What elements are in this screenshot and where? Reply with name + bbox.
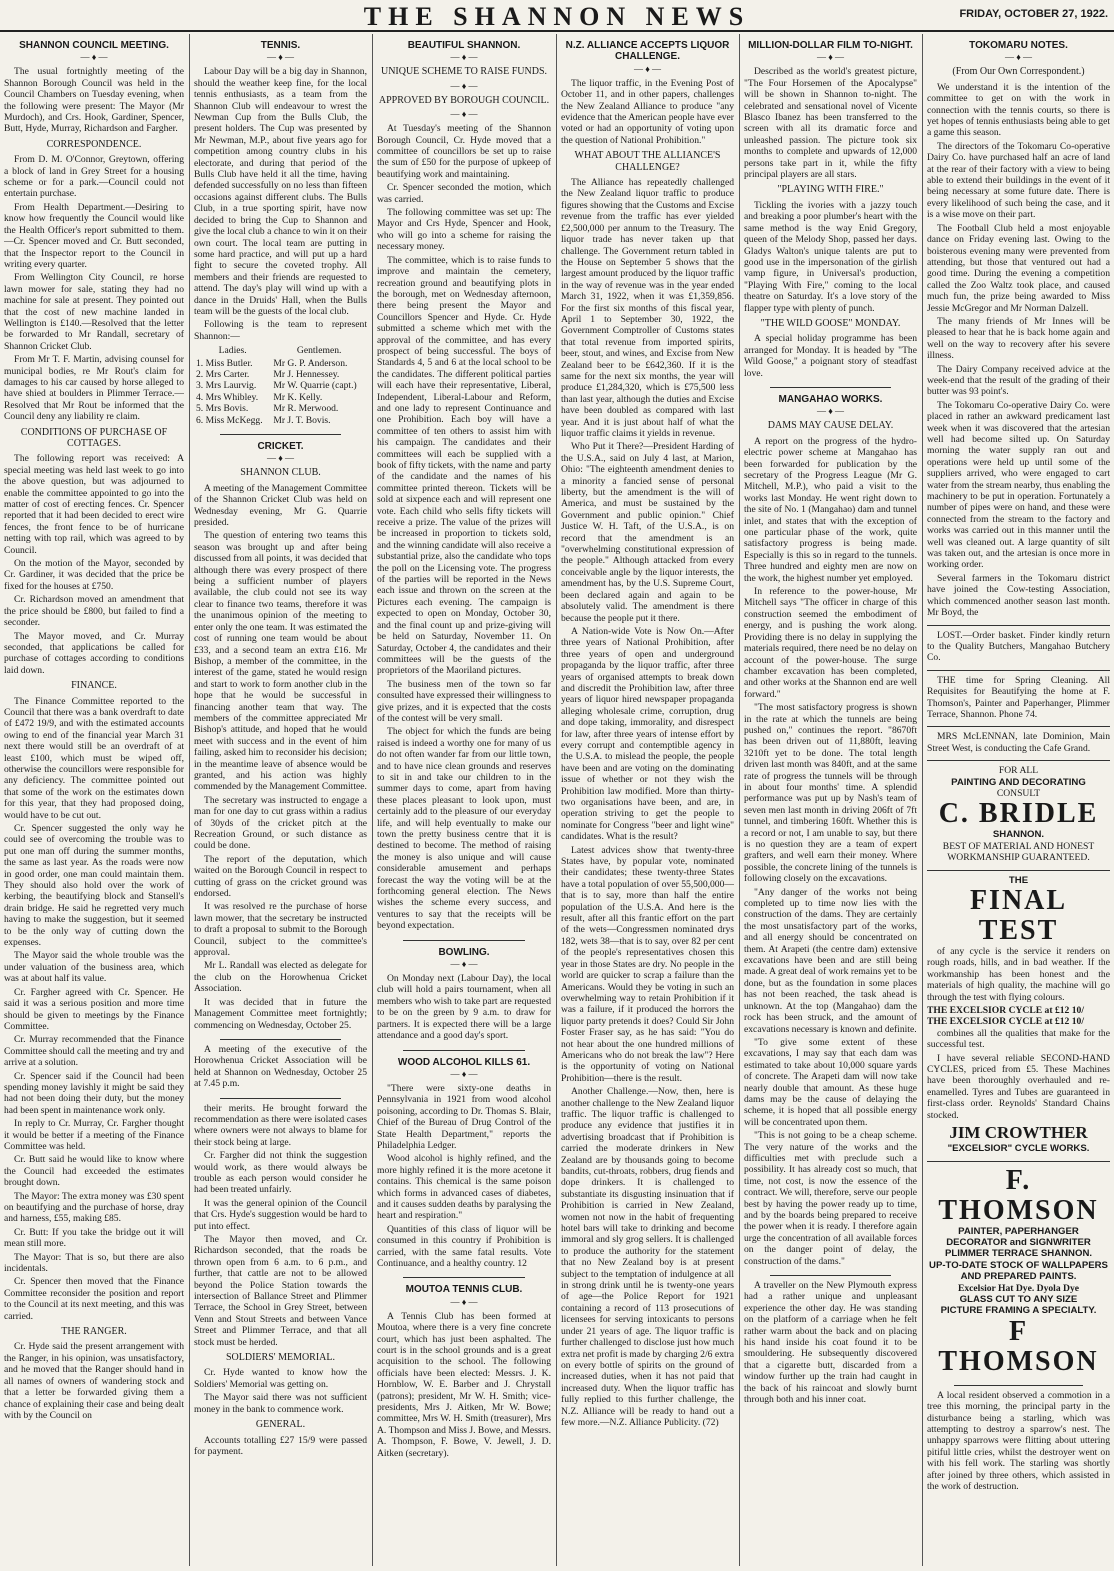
lady-player: 4. Mrs Whibley. — [196, 391, 259, 403]
advert-bridle — [927, 760, 1110, 863]
paragraph: The report of the deputation, which waited on the Borough Council in respect to cutting of grass on the cricket ground was endorsed. — [194, 853, 367, 900]
headline: BEAUTIFUL SHANNON. — [407, 40, 521, 51]
column-rule — [189, 34, 190, 1566]
paragraph: "This is not going to be a cheap scheme. The very nature of the works and the difficulties met with preclude such a possibility. It has already cost so much, that time, not cost, is now the essence of the contract. We will, therefore, serve our people best by having the power ready up to time, and by the boards being prepared to receive the power when it is ready. I therefore again urge the concentration of all available forces on the danger point of delay, the construction of the dams." — [744, 1130, 917, 1267]
lady-player: 6. Miss McKegg. — [196, 414, 263, 426]
ornament: — ♦ — — [450, 1068, 478, 1079]
paragraph: A meeting of the executive of the Horowhenua Cricket Association will be held at Shannon on Wednesday, October 25 at 7.45 p.m. — [194, 1043, 367, 1090]
paragraph: Cr. Spencer then moved that the Finance Committee reconsider the position and report to the Council at its next meeting, and this was carried. — [4, 1276, 184, 1322]
paragraph: The Dairy Company received advice at the week-end that the result of the grading of their butter was 93 point's. — [927, 363, 1110, 398]
paragraph: It was resolved re the purchase of horse lawn mower, that the secretary be instructed to draft a proposal to submit to the Borough Council, subject to the committee's approval. — [194, 901, 367, 959]
paragraph: "There were sixty-one deaths in Pennsylvania in 1921 from wood alcohol poisoning, according to Dr. Thomas S. Blair, Chief of the Bureau of Drug Control of the State Health Department," reports the Philadelphia Ledger. — [377, 1082, 551, 1151]
gentleman-player: Mr W. Quarrie (capt.) — [273, 380, 357, 392]
paragraph: A local resident observed a commotion in a tree this morning, the principal party in the disturbance being a starling, which was attempting to destroy a sparrow's nest. The unhappy sparrows were flitting about uttering pitiful little cries, whilst the destroyer went on with his fell work. The starling was shortly after joined by three others, which assisted in the work of destruction. — [927, 1389, 1110, 1492]
subheading: SOLDIERS' MEMORIAL. — [225, 1352, 336, 1364]
advert-text: THE time for Spring Cleaning. All Requisites for Beautifying the home at F. Thomson's, Painter and Paperhanger, Plimmer Terrace, Shannon. Phone 74. — [927, 674, 1110, 720]
advert-cafe-grand — [927, 726, 1110, 754]
advert-line: GLASS CUT TO ANY SIZE — [959, 1293, 1078, 1305]
paragraph: From Mr T. F. Martin, advising counsel for municipal bodies, re Mr Rout's claim for damages to his car caused by horse alleged to have shied at boulders in Plimmer Terrace.—Resolved that Mr Rout be informed that the Council deny any liability re claim. — [4, 354, 184, 423]
gentleman-player: Mr J. Hennessey. — [273, 368, 340, 380]
headline: BOWLING. — [438, 946, 490, 958]
advert-number: 12 — [517, 1258, 527, 1269]
lady-player: 1. Miss Butler. — [196, 357, 253, 369]
team-row — [194, 369, 367, 380]
advert-line: PAINTING AND DECORATING — [951, 776, 1086, 788]
advert-number: (72) — [702, 1416, 719, 1428]
advert-line: PLIMMER TERRACE SHANNON. — [944, 1248, 1093, 1260]
paragraph: Cr. Spencer seconded the motion, which was carried. — [377, 182, 551, 205]
headline: MILLION-DOLLAR FILM TO-NIGHT. — [748, 40, 913, 51]
advert-name: JIM CROWTHER — [949, 1123, 1088, 1143]
gentleman-player: Mr J. T. Bovis. — [273, 414, 331, 426]
divider — [403, 1050, 525, 1051]
paragraph: "Any danger of the works not being completed up to time now lies with the construction of the dams. They are certainly the most unsatisfactory part of the works, and all energy should be concentrated on them. At Arapeti (the centre dam) extensive excavations have been and are still being made. A great deal of work remains yet to be done, but as the foundation in some places has not been reached, the task ahead is unknown. At the top (Mangahao) dam the rock has been struck, and the amount of excavations necessary is known and definite. — [744, 886, 917, 1035]
subheading: APPROVED BY BOROUGH COUNCIL. — [378, 94, 550, 106]
paragraph: Cr. Spencer said if the Council had been spending money lavishly it might be said they had not been doing their duty, but the money had been spent in maintenance work only. — [4, 1070, 184, 1116]
subheading: SHANNON CLUB. — [240, 467, 321, 479]
paragraph: The following committee was set up: The Mayor and Crs Hyde, Spencer and Hook, who will go into a scheme for raising the necessary money. — [377, 207, 551, 253]
advert-line: FOR ALL — [998, 765, 1039, 777]
team-row — [194, 415, 367, 426]
paragraph: From Wellington City Council, re horse lawn mower for sale, stating they had no machine for sale at present. They pointed out that the cost of new machine landed in Wellington is £140.—Resolved that the letter be forwarded to Mr Randall, secretary of Shannon Cricket Club. — [4, 272, 184, 352]
paragraph — [561, 1086, 734, 1428]
paragraph: The question of entering two teams this season was brought up and after being discussed from all points, it was decided that although there was every prospect of there being a sufficient number of players available, the club could not see its way clear to finance two teams, therefore it was the unanimous opinion of the meeting to enter only the one team. It was estimated the cost of running one team would be about £33, and a second team an extra £16. Mr Bishop, a member of the committee, in the interest of the game, stated he would resign and start to work to form another club in the hope that he would be successful in financing another team that way. The members of the committee appreciated Mr Bishop's attitude, and hoped that he would meet with success and in the event of him failing, asked him to reconsider his decision; in the meantime leave of absence would be granted, and his action was highly commended by the Management Committee. — [194, 530, 367, 793]
ornament: — ♦ — — [450, 1296, 478, 1307]
paragraph: Cr. Butt said he would like to know where the Council had exceeded the estimates brought down. — [4, 1154, 184, 1189]
subheading: FINANCE. — [71, 680, 117, 692]
gentleman-player: Mr R. Merwood. — [273, 403, 339, 415]
paragraph: A Tennis Club has been formed at Moutoa, where there is a very fine concrete court, which has just been asphalted. The court is in the school grounds and is a great acquisition to the school. The following officials have been elected: Messrs. J. K. Hornblow, W. E. Barber and J. Chrystall (patrons); president, Mr W. H. Smith; vice-presidents, Mrs J. Aitken, Mr W. Bowe; committee, Mrs W. H. Smith (treasurer), Mrs A. Thompson and Miss J. Bowe, and Messrs. A. Thompson, F. Bowe, V. Jewell, J. D. Aitken (secretary). — [377, 1310, 551, 1459]
advert-text: MRS McLENNAN, late Dominion, Main Street West, is conducting the Cafe Grand. — [927, 731, 1110, 754]
ornament: — ♦ — — [1004, 52, 1033, 63]
ornament: — ♦ — — [633, 63, 662, 74]
divider — [220, 1039, 341, 1040]
paragraph: On Monday next (Labour Day), the local club will hold a pairs tournament, when all members who wish to take part are requested to be on the green by 9 a.m. to draw for partners. It is expected there will be a large attendance and a good day's sport. — [377, 973, 551, 1042]
paragraph: The committee, which is to raise funds to improve and maintain the cemetery, recreation ground and beautifying plots in the borough, met on Wednesday afternoon, there being present the Mayor and Councillors Spencer and Hyde. Cr. Hyde submitted a scheme which met with the approval of the committee, and has every prospect of being successful. The boys of Standards 4, 5 and 6 at the local school to be the candidates. The different political parties will each have their representative, Liberal, Independent, Liberal-Labour and Reform, and one lady to represent Continuance and one Prohibition. Each boy will have a committee of ten others to assist him with his campaign. The candidates and their committees will each be supplied with a book of fifty tickets, with the name and party of the candidate and the names of his committee printed thereon. Tickets will be sold at sixpence each and will represent one vote. Each child who sells fifty tickets will receive a prize. The value of the prizes will be increased in proportion to tickets sold, and the winning candidate will also receive a substantial prize, also the candidate who tops the poll on the Licensing vote. The progress of the parties will be reported in the News each issue and thrown on the screen at the Pictures each evening. The campaign is expected to open on Monday, October 30, and the final count up and prize-giving will be held on Saturday, November 11. On Saturday, October 4, the candidates and their committees will be the guests of the proprietors of the Maoriland pictures. — [377, 254, 551, 677]
subheading: WHAT ABOUT THE ALLIANCE'S CHALLENGE? — [574, 150, 721, 173]
paragraph: The directors of the Tokomaru Co-operative Dairy Co. have purchased half an acre of land at the rear of their factory with a view to being able to extend their buildings in the event of it being necessary at some future date. There is every likelihood of such being the case, and it is a wise move on their part. — [927, 140, 1110, 221]
advert-line: UP-TO-DATE STOCK OF WALLPAPERS AND PREPARED PAINTS. — [929, 1259, 1108, 1283]
paragraph: In reply to Cr. Murray, Cr. Fargher thought it would be better if a meeting of the Finance Committee was held. — [4, 1118, 184, 1152]
team-row — [194, 380, 367, 391]
paragraph: Cr. Hyde wanted to know how the Soldiers' Memorial was getting on. — [194, 1367, 367, 1390]
headline: N.Z. ALLIANCE ACCEPTS LIQUOR CHALLENGE. — [565, 40, 730, 63]
paragraph: Wood alcohol is highly refined, and the more highly refined it is the more acetone it contains. This chemical is the same poison which forms in advanced cases of diabetes, and it causes sudden deaths by paralysing the heart and respiration." — [377, 1153, 551, 1222]
paragraph-text: Quantities of this class of liquor will be consumed in this country if Prohibition is carried, with the same fatal results. Vote Continuance, and a healthy country. — [377, 1223, 551, 1269]
paragraph: A special holiday programme has been arranged for Monday. It is headed by "The Wild Goose," a poignant story of steadfast love. — [744, 333, 917, 379]
paragraph: "To give some extent of these excavations, I may say that each dam was estimated to take about 10,000 square yards of concrete. The Arapeti dam will now take nearly double that amount. As these huge dams may be the cause of delaying the scheme, it is hoped that all possible energy will be concentrated upon them. — [744, 1036, 917, 1128]
paragraph: Cr. Fargher agreed with Cr. Spencer. He said it was a serious position and more time should be given to meetings by the Finance Committee. — [4, 986, 184, 1032]
team-list — [194, 344, 367, 426]
masthead — [0, 0, 1114, 32]
advert-text: combines all the qualities that make for the successful test. — [927, 1027, 1110, 1051]
paragraph: Cr. Murray recommended that the Finance Committee should call the meeting and try and arrive at a solution. — [4, 1034, 184, 1069]
paragraph: The Finance Committee reported to the Council that there was a bank overdraft to date of £472 19/9, and with the estimated accounts owing to end of the financial year March 31 next there would still be an overdraft of at least £100, which must be wiped off, otherwise the councillors were responsible for any deficiency. The committee pointed out that some of the work on the estimates down for this year, that they had proposed doing, would have to be cut out. — [4, 695, 184, 821]
advert-thomson — [927, 1161, 1110, 1377]
headline: SHANNON COUNCIL MEETING. — [19, 40, 169, 51]
ornament: — ♦ — — [450, 959, 478, 970]
advert-text: I have several reliable SECOND-HAND CYCLES, priced from £5. These Machines have been thoroughly overhauled and re-enamelled. Tyres and Tubes are guaranteed in first-class order. Reynolds' Standard Chains stocked. — [927, 1052, 1110, 1121]
headline: MOUTOA TENNIS CLUB. — [405, 1284, 523, 1296]
advert-line: "EXCELSIOR" CYCLE WORKS. — [947, 1143, 1090, 1155]
lady-player: 5. Mrs Bovis. — [196, 403, 249, 415]
team-row — [194, 358, 367, 369]
advert-line: CONSULT — [996, 787, 1041, 799]
team-row — [194, 392, 367, 403]
paragraph: At Tuesday's meeting of the Shannon Borough Council, Cr. Hyde moved that a committee of councillors be set up to raise the sum of £50 for the purpose of upkeep of beautifying work and maintaining. — [377, 123, 551, 180]
column-rule — [739, 34, 740, 1566]
paragraph — [377, 1224, 551, 1270]
headline: CRICKET. — [257, 441, 304, 452]
column-council-meeting — [4, 34, 184, 1566]
ornament: — ♦ — — [450, 52, 478, 63]
ornament: — ♦ — — [266, 453, 295, 464]
team-column-header: Gentlemen. — [296, 345, 342, 357]
newspaper-title: THE SHANNON NEWS — [363, 2, 751, 31]
issue-date: FRIDAY, OCTOBER 27, 1922. — [959, 8, 1108, 20]
paragraph: Mr L. Randall was elected as delegate for the club on the Horowhenua Cricket Association. — [194, 960, 367, 995]
paragraph: The Mayor then moved, and Cr. Richardson seconded, that the roads be thrown open from 6 a.m. to 6 p.m., and further, that cattle are not to be allowed beyond the Police Station towards the intersection of Ballance Street and Plimmer Terrace, the School in Grey Street, between Venn and Stout Streets and between Vance Street and Plimmer Terrace, and that all stock must be herded. — [194, 1234, 367, 1348]
column-beautiful-shannon — [377, 34, 551, 1566]
column-tennis-cricket — [194, 34, 367, 1566]
headline: TENNIS. — [260, 40, 301, 51]
paragraph: We understand it is the intention of the committee to get on with the work in connection with the tennis courts, so there is yet hopes of tennis enthusiasts being able to get a game this season. — [927, 81, 1110, 139]
advert-line: SHANNON. — [992, 829, 1045, 841]
lady-player: 3. Mrs Laurvig. — [196, 380, 257, 392]
ornament: — ♦ — — [266, 52, 295, 63]
advert-spring-cleaning — [927, 670, 1110, 721]
headline: TOKOMARU NOTES. — [969, 40, 1068, 51]
advert-line: PICTURE FRAMING A SPECIALTY. — [940, 1305, 1097, 1317]
headline: MANGAHAO WORKS. — [778, 393, 883, 405]
advert-lost — [927, 625, 1110, 664]
column-rule — [922, 34, 923, 1566]
gentleman-player: Mr G. P. Anderson. — [273, 357, 348, 369]
paragraph: From Health Department.—Desiring to know how frequently the Council would like the Health Officer's report submitted to them.—Cr. Spencer moved and Cr. Butt seconded, that the Inspector report to the Council in writing every quarter. — [4, 201, 184, 270]
subheading: "THE WILD GOOSE" MONDAY. — [760, 317, 901, 329]
paragraph: Described as the world's greatest picture, "The Four Horsemen of the Apocalypse" will be shown in Shannon to-night. The celebrated and sensational novel of Vicente Blasco Ibanez has been transferred to the screen with all its dramatic force and unleashed passion. The picture took six months to complete and upwards of 12,000 persons take part in it, while the fifty principal players are all stars. — [744, 66, 917, 181]
advert-name: FINAL TEST — [969, 885, 1068, 946]
paragraph: Following is the team to represent Shannon:— — [194, 319, 367, 342]
paragraph: Accounts totalling £27 15/9 were passed for payment. — [194, 1434, 367, 1457]
ornament: — ♦ — — [80, 52, 108, 63]
paragraph: The Mayor: The extra money was £30 spent on beautifying and the purchase of horse, dray and harness, £55, making £85. — [4, 1190, 184, 1225]
subheading: CONDITIONS OF PURCHASE OF COTTAGES. — [20, 426, 168, 449]
paragraph: Latest advices show that twenty-three States have, by popular vote, nominated their candidates; these twenty-three States have a total population of over 55,500,000—that is to say, more than half the entire population of the U.S.A. And here is the result, after all this frantic effort on the part of the wets—Congressmen nominated drys 182, wets 38—that is to say, over 82 per cent of the people's representatives chosen this year in those States are dry. No people in the world are quicker to scrap a failure than the Americans. Would they be voting in such an overwhelming way to retain Prohibition if it was a failure, if it produced the horrors the liquor party pretends it does? Could Sir John Foster Fraser say, as he has said: "You do not hear about the one hundred millions of Americans who do not break the law"? Here is the opportunity of voting on National Prohibition—there is the result. — [561, 844, 734, 1084]
paragraph: The following report was received: A special meeting was held last week to go into the above question, but was adjourned to enable the committee appointed to go into the matter of cost of erecting fences. Cr. Spencer reported that it had been decided to erect wire fences, the front fence to be of hurricane netting with top rail, which was agreed to by Council. — [4, 453, 184, 556]
paragraph: A report on the progress of the hydro-electric power scheme at Mangahao has been forwarded for publication by the secretary of the Progress League (Mr G. Mitchell, M.P.), who paid a visit to the works last Monday. He went right down to the site of No. 1 (Mangahao) dam and tunnel inlet, and states that with the exception of one particular phase of the work, quite satisfactory progress is being made. Especially is this so in regard to the tunnels. Three hundred and eighty men are now on the work, the highest number yet employed. — [744, 435, 917, 584]
paragraph: From D. M. O'Connor, Greytown, offering a block of land in Grey Street for a housing scheme or for a park.—Council could not entertain purchase. — [4, 154, 184, 200]
paragraph: The Mayor said there was not sufficient money in the bank to commence work. — [194, 1392, 367, 1415]
paragraph: Cr. Spencer suggested the only way he could see of overcoming the trouble was to put one man off during the summer months, the same as last year. As the roads were now in good order, one man could maintain them. They should also hold over the work of kerbing, the beautifying block and Stansell's drain bridge. He said he regretted very much having to make the suggestion, but it seemed to be the only way of cutting down the expenses. — [4, 823, 184, 949]
column-alliance — [561, 34, 734, 1566]
divider — [403, 1277, 525, 1278]
divider — [770, 1275, 891, 1276]
paragraph: Cr. Richardson moved an amendment that the price should be £800, but failed to find a seconder. — [4, 594, 184, 629]
paragraph: Labour Day will be a big day in Shannon, should the weather keep fine, for the local tennis enthusiasts, as a team from the Shannon Club will endeavour to wrest the Newman Cup from the Bulls Club, the present holders. The Cup was presented by Mr Newman, M.P., about five years ago for competition among country clubs in his electorate, and during that period of the Bulls Club have held it all the time, having defended successfully on no less than fifteen occasions against different clubs. The Bulls Club, in a true sporting spirit, have now decided to bring the Cup to Shannon and give the local club a chance to win it on their own court. The local team are putting in some hard practice, and will put up a hard fight to secure the coveted trophy. All members and their friends are requested to attend. The day's play will wind up with a dance in the Druids' Hall, when the Bulls team will be the guests of the local club. — [194, 66, 367, 317]
advert-name: C. BRIDLE — [938, 798, 1099, 830]
paragraph: A traveller on the New Plymouth express had a rather unique and unpleasant experience the other day. He was standing on the platform of a carriage when he felt rather warm about the back and on placing his hand inside his coat found it to be smouldering. He subsequently discovered that a cigarette butt, discarded from a window further up the train had caught in the back of his raincoat and slowly burnt through both and his inner coat. — [744, 1280, 917, 1406]
divider — [403, 940, 525, 941]
divider — [220, 1098, 341, 1099]
column-film-mangahao — [744, 34, 917, 1566]
column-rule — [372, 34, 373, 1566]
paragraph: their merits. He brought forward the recommendation as there were isolated cases where owners were not always to blame for their stock being at large. — [194, 1102, 367, 1148]
paragraph: The business men of the town so far consulted have expressed their willingness to give prizes, and it is expected that the costs of the contest will be very small. — [377, 678, 551, 724]
advert-text: LOST.—Order basket. Finder kindly return to the Quality Butchers, Mangahao Butchery Co. — [927, 629, 1110, 664]
team-column-header: Ladies. — [218, 345, 247, 357]
paragraph: In reference to the power-house, Mr Mitchell says "The officer in charge of this construction seemed the embodiment of energy, and is pushing the work along. Providing there is no delay in supplying the materials required, there need be no delay on account of the power-house. The surge chamber excavation has been completed, and other works at the Shannon end are well forward." — [744, 586, 917, 700]
paragraph: A Nation-wide Vote is Now On.—After three years of National Prohibition, after three years of open and underground propaganda by the liquor traffic, after three years of organised attempts to break down and discredit the Prohibition law, after three years of liquor hired newspaper propaganda alleging wholesale crime, corruption, drug and dope taking, immorality, and disrespect for law, after three years of intense effort by every corrupt and contemptible agency in the U.S.A. to mislead the people, the people have been and are voting on the dominating issue of whether or not they wish the Prohibition law modified. More than thirty-two organisations have been, and are, in operation striving to get the people to nominate for Congress "beer and light wine" candidates. What is the result? — [561, 625, 734, 843]
paragraph: The object for which the funds are being raised is indeed a worthy one for many of us do not often wander far from our little town, and to have nice clean grounds and reserves to sit in and take our children to in the summer days to come, apart from having these places pleasant to look upon, must certainly add to the pleasure of our everyday life, and will help eventually to make our town the pretty business centre that it is destined to become. The method of raising the money is also unique and will cause considerable amusement and perhaps forecast the way the voting will be at the forthcoming general election. The News wishes the scheme every success, and ventures to say that the receipts will be beyond expectation. — [377, 726, 551, 932]
subheading: CORRESPONDENCE. — [46, 138, 142, 150]
paragraph: The Tokomaru Co-operative Dairy Co. were placed in rather an awkward predicament last week when it was discovered that the artesian well had become silted up. On Saturday morning the water supply ran out and operations were held up until some of the suppliers arrived, who were engaged to cart water from the stream nearby, thus enabling the machinery to be put in operation. Fortunately a number of pipes were on hand, and these were connected from the stream to the factory and works was carried out in this manner until the well was cleaned out. A large quantity of silt was taken out, and the artesian is once more in working order. — [927, 399, 1110, 571]
paragraph: The secretary was instructed to engage a man for one day to cut grass within a radius of 30yds of the cricket pitch at the Recreation Ground, or such distance as could be done. — [194, 794, 367, 852]
paragraph: It was the general opinion of the Council that Crs. Hyde's suggestion would be hard to put into effect. — [194, 1197, 367, 1232]
advert-line: PAINTER, PAPERHANGER DECORATOR and SIGNWRITER — [946, 1225, 1091, 1248]
column-tokomaru-ads — [927, 34, 1110, 1566]
paragraph: The Mayor: That is so, but there are also incidentals. — [4, 1251, 184, 1275]
paragraph-text: Another Challenge.—Now, then, here is another challenge to the New Zealand liquor traffic. The liquor traffic is challenged to produce any evidence that justifies it in advertising broadcast that if Prohibition is carried the moderate drinkers in New Zealand are by thousands going to become bandits, cut-throats, robbers, drug fiends and dope drinkers. It is challenged to substantiate its disgusting insinuation that if Prohibition is carried in New Zealand, women not now in the habit of frequenting hotel bars will take to drinking and become immoral and sly grog sellers. It is challenged to produce the authority for the statement that no New Zealand boy is at present subject to the temptation of indulgence at all in strong drink until he is twenty-one years of age—the Police Report for 1921 containing a record of 113 prosecutions of licensees for serving intoxicants to persons under 21 years of age. The liquor traffic is further challenged to disclose just how much extra net profit is made by charging 2/6 extra on every bottle of spirits on the ground of increased duties, when it has not paid that increased duty. When the liquor traffic has fully replied to this further challenge, the N.Z. Alliance will be ready to hand out a few more.—N.Z. Alliance Publicity. — [561, 1086, 734, 1428]
paragraph: Tickling the ivories with a jazzy touch and breaking a poor plumber's heart with the same method is the way Enid Gregory, queen of the Melody Shop, passed her days. Gladys Walton's unique talents are put to good use in the impersonation of the girlish vamp figure, in Universal's production, "Playing With Fire," coming to the local theatre on Saturday. It's a love story of the flapper type with plenty of punch. — [744, 199, 917, 314]
ornament: — ♦ — — [816, 52, 845, 63]
ornament: — ♦ — — [450, 109, 478, 120]
paragraph: Cr. Fargher did not think the suggestion would work, as there would always be trouble as each person would consider he had been treated unfairly. — [194, 1150, 367, 1196]
advert-line: BEST OF MATERIAL AND HONEST WORKMANSHIP GUARANTEED. — [942, 840, 1095, 864]
divider — [220, 434, 341, 435]
subheading: UNIQUE SCHEME TO RAISE FUNDS. — [380, 66, 548, 78]
advert-final-test — [927, 870, 1110, 1155]
ornament: — ♦ — — [450, 80, 478, 91]
paragraph: The Football Club held a most enjoyable dance on Friday evening last. Owing to the boisterous evening many were prevented from attending, but those that ventured out had a good time. During the evening a competition called the Zoo Waltz took place, and caused much fun, the prize being awarded to Miss Jessie McGregor and Mr Norman Dalzell. — [927, 222, 1110, 314]
paragraph: The Mayor moved, and Cr. Murray seconded, that applications be called for purchase of cottages according to conditions laid down. — [4, 630, 184, 676]
lady-player: 2. Mrs Carter. — [196, 368, 250, 380]
paragraph: It was decided that in future the Management Committee meet fortnightly; commencing on Wednesday, October 25. — [194, 996, 367, 1031]
paragraph: The Alliance has repeatedly challenged the New Zealand liquor traffic to produce figures showing that the Customs and Excise revenue from the traffic has ever yielded £2,500,000 per annum to the Treasury. The liquor trade has never taken up that challenge. The Government return tabled in the House on September 5 shows that the largest amount produced by the liquor traffic in the way of revenue was in the year ended March 31, 1922, when it was £1,359,856. For the first six months of this fiscal year, April 1 to September 30, 1922, the Government Comptroller of Customs states that total revenue from imported spirits, beer, stout, and wines, and Excise from New Zealand beer to be £642,360. If it is the same for the next six months, the year will produce £1,284,320, which is £75,500 less than last year, although the duties and Excise have been doubled as compared with last year. And it is just about half of what the liquor traffic claims it yields in revenue. — [561, 177, 734, 439]
advert-text: of any cycle is the service it renders on rough roads, hills, and in bad weather. If the workmanship has been honest and the materials of high quality, the machine will go through the test with flying colours. — [927, 946, 1110, 1003]
advert-name: F THOMSON — [938, 1315, 1099, 1377]
headline: WOOD ALCOHOL KILLS 61. — [397, 1056, 531, 1068]
advert-line: Excelsior Hat Dye. Dyola Dye — [957, 1282, 1080, 1294]
paragraph: A meeting of the Management Committee of the Shannon Cricket Club was held on Wednesday evening, Mr G. Quarrie presided. — [194, 482, 367, 529]
subheading: (From Our Own Correspondent.) — [952, 66, 1085, 78]
advert-line: THE — [1008, 874, 1029, 886]
paragraph: "The most satisfactory progress is shown in the rate at which the tunnels are being pushed on," continues the report. "8670ft has been driven out of 11,880ft, leaving 3210ft yet to be done. The total length driven last month was 840ft, and at the same rate of progress the tunnels will be through in about four months' time. A splendid performance was put up by Nash's team of seven men last month in driving 206ft of 7ft tunnel, and timbering 160ft. Whether this is a record or not, I am unable to say, but there is no question they are a team of expert grafters, and well earn their money. Where possible, the concrete lining of the tunnels is following closely on the excavations. — [744, 702, 917, 885]
paragraph: The usual fortnightly meeting of the Shannon Borough Council was held in the Council Chambers on Tuesday evening, when the following were present: The Mayor (Mr Murdoch), and Crs. Hook, Gardiner, Spencer, Butt, Hyde, Murray, Richardson and Fargher. — [4, 66, 184, 135]
subheading: DAMS MAY CAUSE DELAY. — [767, 420, 894, 432]
ornament: — ♦ — — [816, 406, 845, 417]
paragraph: Cr. Hyde said the present arrangement with the Ranger, in his opinion, was unsatisfactory, and he moved that the Ranger should hand in all names of owners of wandering stock and that a letter be forwarded giving them a chance of explaining their case and being dealt with by the Council on — [4, 1341, 184, 1421]
paragraph: On the motion of the Mayor, seconded by Cr. Gardiner, it was decided that the price be fixed for the houses at £750. — [4, 558, 184, 592]
subheading: "PLAYING WITH FIRE." — [777, 184, 884, 196]
paragraph: The liquor traffic, in the Evening Post of October 11, and in other papers, challenges the New Zealand Alliance to produce "any evidence that the American people have ever voted or had an opportunity of voting upon the question of National Prohibition." — [561, 77, 734, 146]
subheading: GENERAL. — [255, 1419, 306, 1431]
subheading: THE RANGER. — [61, 1326, 127, 1338]
team-row — [194, 403, 367, 414]
advert-name: F. THOMSON — [938, 1164, 1099, 1226]
paragraph: Who Put it There?—President Harding of the U.S.A., said on July 4 last, at Marion, Ohio: "The eighteenth amendment denies to a minority a fancied sense of personal liberty, but the amendment is the will of America, and must be sustained by the Government and public opinion." Chief Justice W. H. Taft, of the U.S.A., is on record that the amendment is an "overwhelming constitutional expression of the people." Although attacked from every conceivable angle by the liquor interests, the amendment has, by the U.S. Supreme Court, been declared again and again to be absolutely valid. The amendment is there because the people put it there. — [561, 441, 734, 624]
advert-line: THE EXCELSIOR CYCLE at £12 10/ — [927, 1016, 1084, 1028]
advert-line: THE EXCELSIOR CYCLE at £12 10/ — [927, 1005, 1084, 1017]
paragraph: Several farmers in the Tokomaru district have joined the Cow-testing Association, which commenced another season last month. Mr Boyd, the — [927, 572, 1110, 619]
divider — [954, 1385, 1082, 1386]
column-rule — [556, 34, 557, 1566]
divider — [770, 387, 891, 388]
paragraph: The many friends of Mr Innes will be pleased to hear that he is back home again and well on the way to recovery after his severe illness. — [927, 315, 1110, 362]
paragraph: The Mayor said the whole trouble was the under valuation of the business area, which was at about half its value. — [4, 950, 184, 985]
gentleman-player: Mr K. Kelly. — [273, 391, 323, 403]
paragraph: Cr. Butt: If you take the bridge out it will mean still more. — [4, 1226, 184, 1250]
